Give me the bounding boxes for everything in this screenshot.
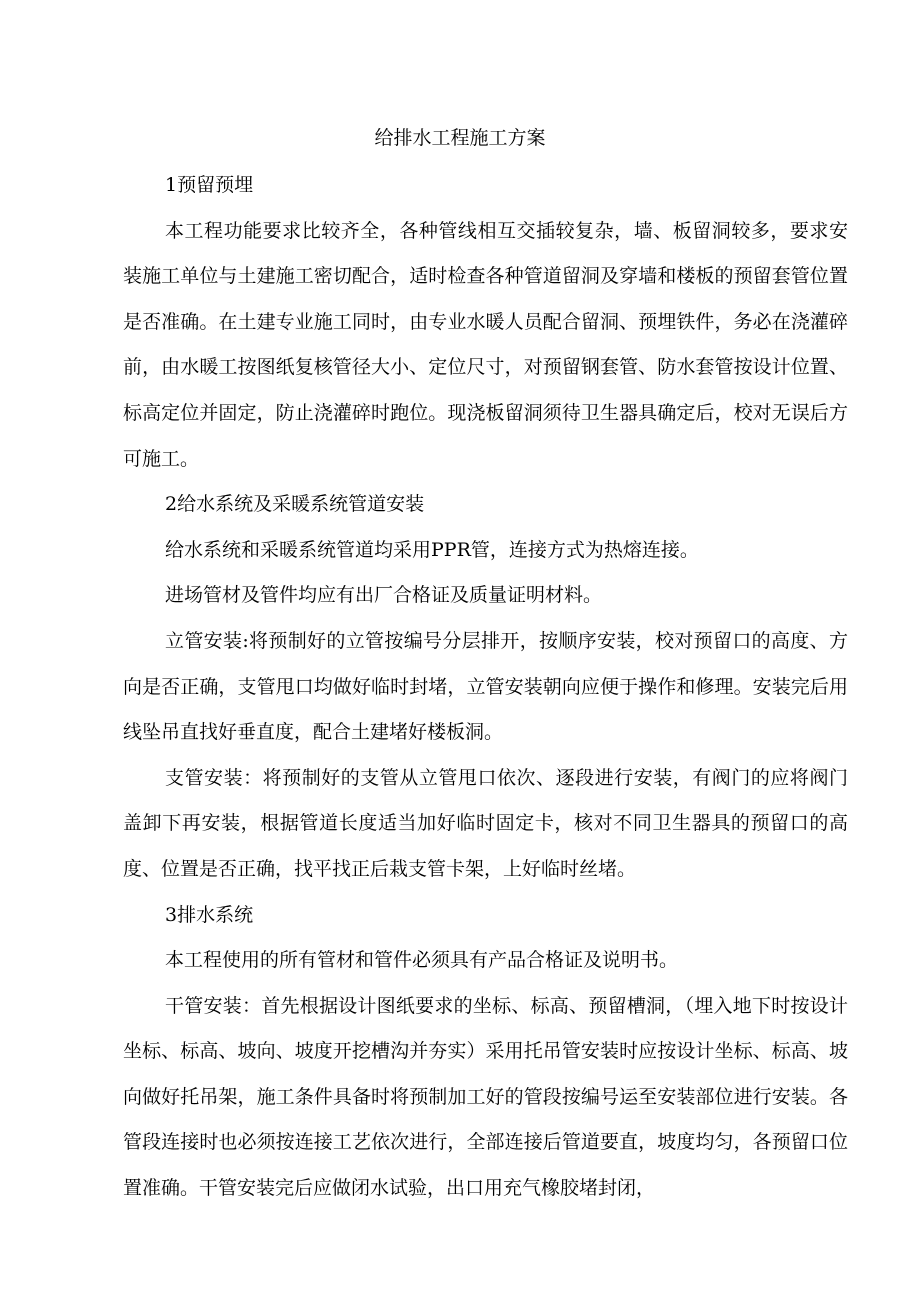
section-heading-water-supply: 2给水系统及采暖系统管道安装: [165, 493, 425, 516]
paragraph-prefab-embed: 本工程功能要求比较齐全，各种管线相互交插较复杂，墙、板留洞较多，要求安装施工单位与土建施工密切配合，适时检查各种管道留洞及穿墙和楼板的预留套管位置是否准确。在土建专业施工同时，由专业水暖人员配合留洞、预埋铁件，务必在浇灌碎前，由水暖工按图纸复核管径大小、定位尺寸，对预留钢套管、防水套管按设计位置、标高定位并固定，防止浇灌碎时跑位。现浇板留洞须待卫生器具确定后，校对无误后方可施工。: [123, 219, 848, 470]
paragraph-riser-install: 立管安装:将预制好的立管按编号分层排开，按顺序安装，校对预留口的高度、方向是否正确，支管甩口均做好临时封堵，立管安装朝向应便于操作和修理。安装完后用线坠吊直找好垂直度，配合土建堵好楼板洞。: [123, 629, 848, 744]
document-body: [123, 163, 848, 1212]
paragraph-main-pipe-install: 干管安装：首先根据设计图纸要求的坐标、标高、预留槽洞，（埋入地下时按设计坐标、标高、坡向、坡度开挖槽沟并夯实）采用托吊管安装时应按设计坐标、标高、坡向做好托吊架，施工条件具备时将预制加工好的管段按编号运至安装部位进行安装。各管段连接时也必须按连接工艺依次进行，全部连接后管道要直，坡度均匀，各预留口位置准确。干管安装完后应做闭水试验，出口用充气橡胶堵封闭，: [123, 994, 848, 1200]
paragraph-ppr-pipe: 给水系统和采暖系统管道均采用PPR管，连接方式为热熔连接。: [165, 538, 699, 561]
section-heading-drainage: 3排水系统: [165, 903, 254, 926]
page-title: 给排水工程施工方案: [374, 127, 546, 149]
paragraph-materials-cert: 进场管材及管件均应有出厂合格证及质量证明材料。: [165, 584, 603, 607]
paragraph-product-cert: 本工程使用的所有管材和管件必须具有产品合格证及说明书。: [165, 949, 679, 972]
section-heading-prefab: 1预留预埋: [165, 174, 254, 196]
paragraph-branch-install: 支管安装：将预制好的支管从立管甩口依次、逐段进行安装，有阀门的应将阀门盖卸下再安装，根据管道长度适当加好临时固定卡，核对不同卫生器具的预留口的高度、位置是否正确，找平找正后栽支管卡架，上好临时丝堵。: [123, 766, 848, 880]
